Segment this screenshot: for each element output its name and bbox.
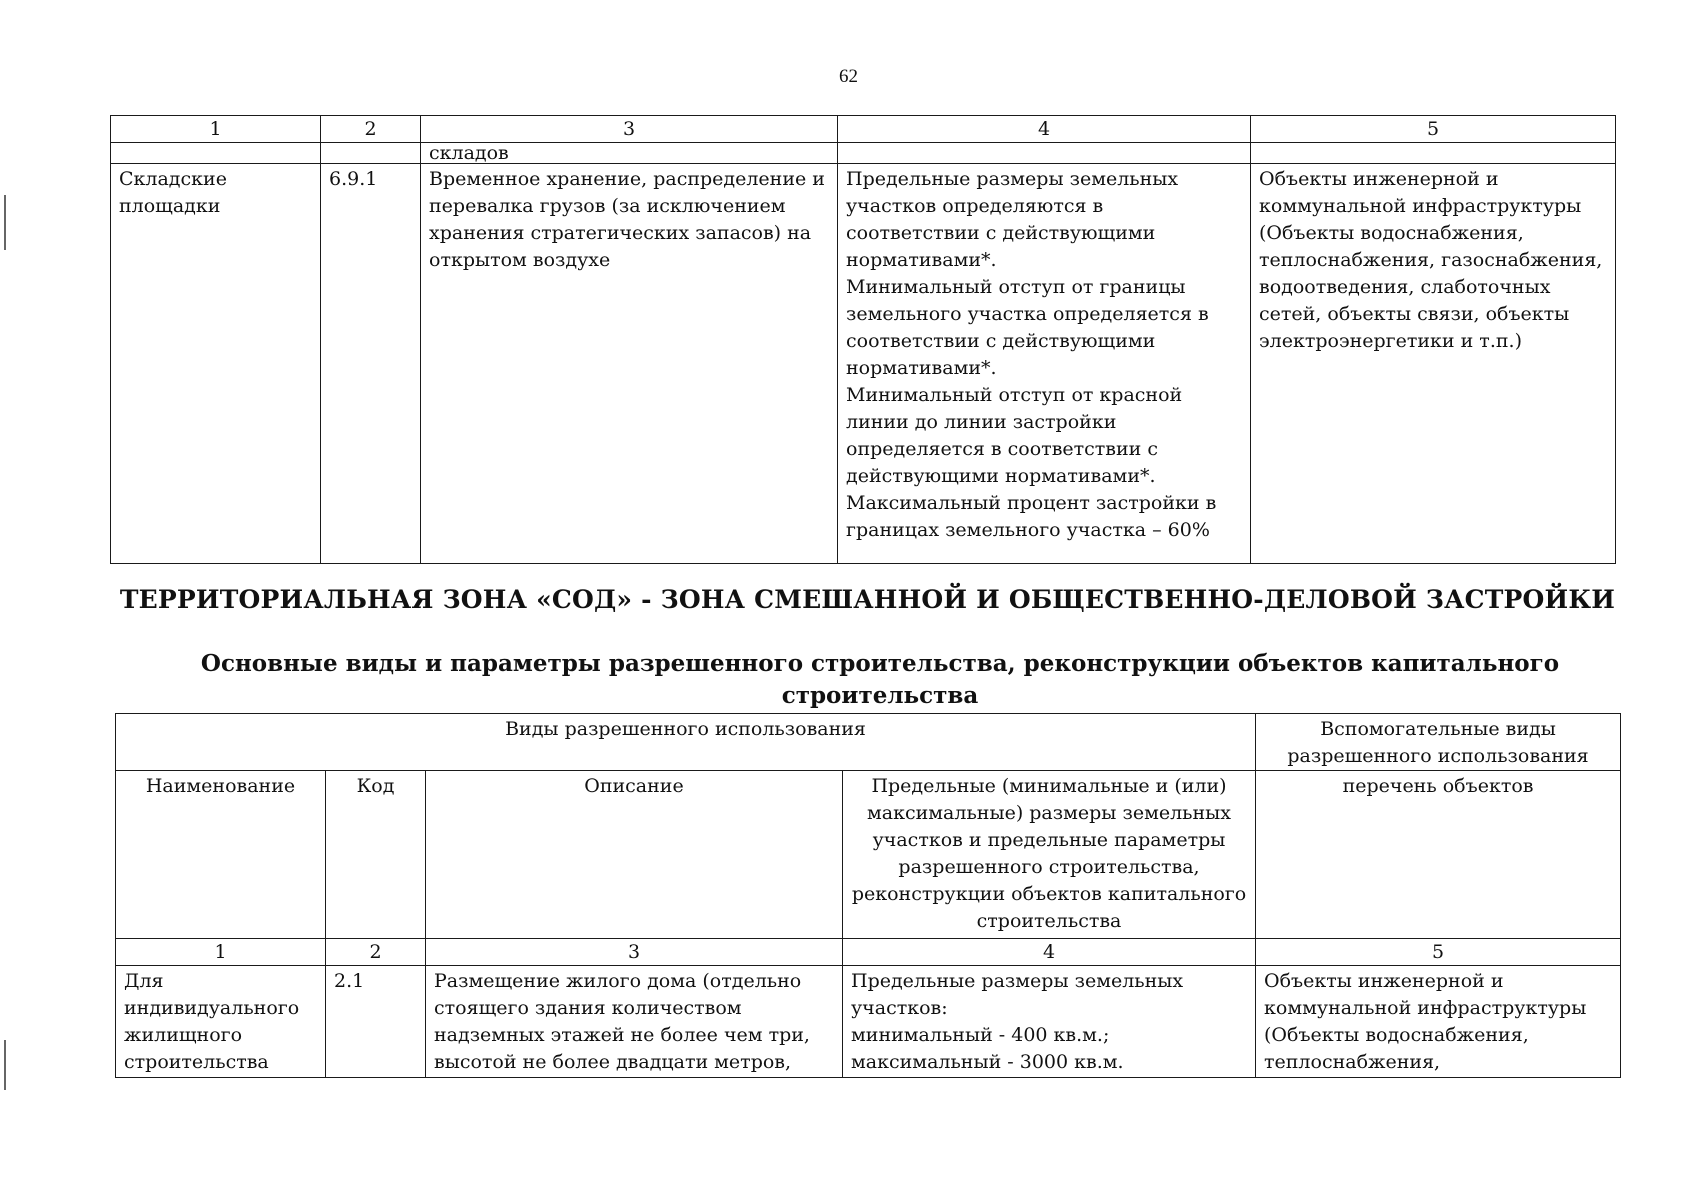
- row-code: 6.9.1: [321, 164, 421, 564]
- column-number: 5: [1251, 116, 1616, 143]
- column-number: 2: [321, 116, 421, 143]
- row-name: Для индивидуального жилищного строительства: [116, 966, 326, 1078]
- parameter-line: Максимальный процент застройки в границах земельного участка – 60%: [846, 492, 1217, 541]
- bottom-table: [115, 713, 1621, 1078]
- parameter-line: минимальный - 400 кв.м.;: [851, 1024, 1110, 1046]
- table-row: [111, 164, 1616, 564]
- parameter-line: Предельные размеры земельных участков:: [851, 970, 1184, 1019]
- row-code: 2.1: [326, 966, 426, 1078]
- parameter-line: максимальный - 3000 кв.м.: [851, 1051, 1124, 1073]
- header-name: Наименование: [116, 771, 326, 939]
- row-parameters: [843, 966, 1256, 1078]
- margin-mark: [4, 195, 6, 250]
- group-header-main: Виды разрешенного использования: [116, 714, 1256, 771]
- column-number: 4: [838, 116, 1251, 143]
- column-number: 4: [843, 939, 1256, 966]
- header-objects-list: перечень объектов: [1256, 771, 1621, 939]
- table-row: [116, 966, 1621, 1078]
- page-number: 62: [839, 66, 858, 87]
- header-description: Описание: [426, 771, 843, 939]
- header-code: Код: [326, 771, 426, 939]
- top-table: [110, 115, 1616, 564]
- column-number: 3: [426, 939, 843, 966]
- row-description: Размещение жилого дома (отдельно стоящего здания количеством надземных этажей не более чем три, высотой не более двадцати метров,: [426, 966, 843, 1078]
- row-auxiliary: Объекты инженерной и коммунальной инфраструктуры (Объекты водоснабжения, теплоснабжения,: [1256, 966, 1621, 1078]
- column-number: 1: [116, 939, 326, 966]
- parameter-line: Минимальный отступ от красной линии до линии застройки определяется в соответствии с действующими нормативами*.: [846, 384, 1183, 487]
- row-description: Временное хранение, распределение и перевалка грузов (за исключением хранения стратегических запасов) на открытом воздухе: [421, 164, 838, 564]
- header-row: [116, 771, 1621, 939]
- margin-mark: [4, 1040, 6, 1090]
- row-parameters: [838, 164, 1251, 564]
- column-number: 2: [326, 939, 426, 966]
- group-header-aux: Вспомогательные виды разрешенного использования: [1256, 714, 1621, 771]
- parameter-line: Предельные размеры земельных участков определяются в соответствии с действующими нормативами*.: [846, 168, 1179, 271]
- group-header-row: [116, 714, 1621, 771]
- column-number: 3: [421, 116, 838, 143]
- zone-title: ТЕРРИТОРИАЛЬНАЯ ЗОНА «СОД» - ЗОНА СМЕШАННОЙ И ОБЩЕСТВЕННО-ДЕЛОВОЙ ЗАСТРОЙКИ: [119, 585, 1616, 614]
- header-parameters: Предельные (минимальные и (или) максимальные) размеры земельных участков и предельные параметры разрешенного строительства, реконструкции объектов капитального строительства: [843, 771, 1256, 939]
- column-number-row: [116, 939, 1621, 966]
- column-number: 5: [1256, 939, 1621, 966]
- row-auxiliary: Объекты инженерной и коммунальной инфраструктуры (Объекты водоснабжения, теплоснабжения, газоснабжения, водоотведения, слаботочных сетей, объекты связи, объекты электроэнергетики и т.п.): [1251, 164, 1616, 564]
- continuation-cell: складов: [421, 143, 838, 164]
- section-title: Основные виды и параметры разрешенного строительства, реконструкции объектов капитального строительства: [200, 650, 1560, 709]
- row-name: Складские площадки: [111, 164, 321, 564]
- parameter-line: Минимальный отступ от границы земельного участка определяется в соответствии с действующими нормативами*.: [846, 276, 1209, 379]
- continuation-row: [111, 143, 1616, 164]
- column-number: 1: [111, 116, 321, 143]
- column-number-row: [111, 116, 1616, 143]
